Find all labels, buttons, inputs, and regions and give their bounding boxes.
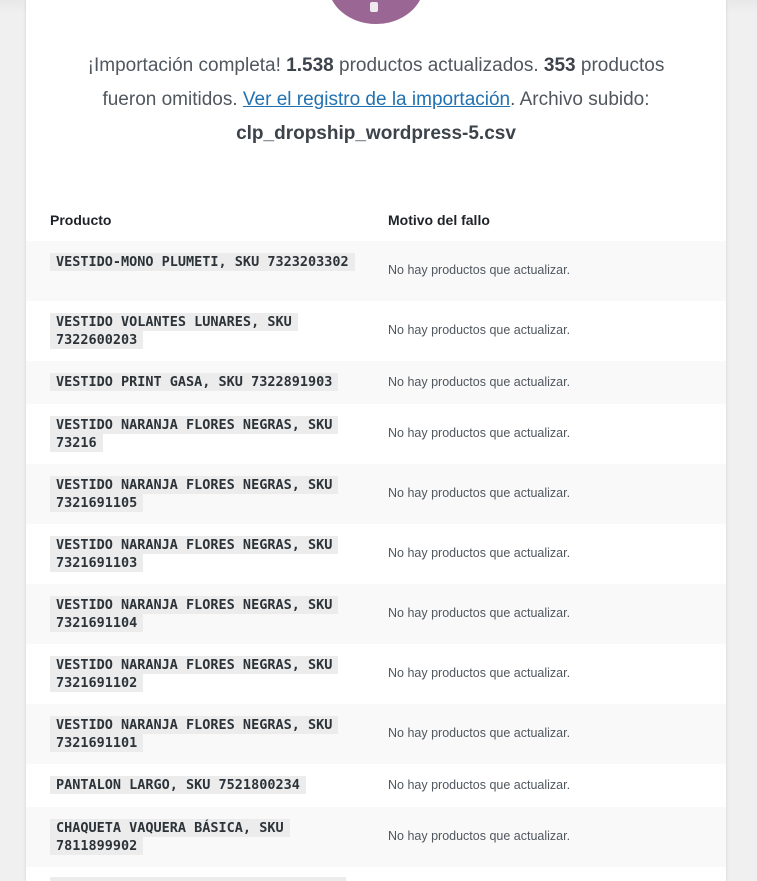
reason-cell: No hay productos que actualizar. [388, 606, 571, 620]
table-row [26, 584, 726, 644]
product-cell: CHAQUETA VAQUERA BÁSICA, SKU 7811899902 [50, 819, 365, 855]
table-row [26, 704, 726, 764]
skipped-count: 353 [543, 55, 576, 76]
table-row [26, 764, 726, 807]
reason-cell: No hay productos que actualizar. [388, 546, 571, 560]
import-result-card [26, 0, 726, 881]
column-header-product: Producto [50, 212, 112, 228]
next-row-partial [50, 877, 346, 881]
column-header-reason: Motivo del fallo [388, 212, 490, 228]
product-cell: VESTIDO PRINT GASA, SKU 7322891903 [50, 373, 365, 391]
updated-text: productos actualizados. [333, 55, 544, 76]
reason-cell: No hay productos que actualizar. [388, 778, 571, 792]
table-row [26, 524, 726, 584]
table-row [26, 301, 726, 361]
product-cell: VESTIDO VOLANTES LUNARES, SKU 7322600203 [50, 313, 365, 349]
reason-cell: No hay productos que actualizar. [388, 426, 571, 440]
skipped-text: productos fueron omitidos. [102, 55, 665, 110]
table-row [26, 361, 726, 404]
table-row [26, 807, 726, 867]
updated-count: 1.538 [286, 55, 334, 76]
reason-cell: No hay productos que actualizar. [388, 486, 571, 500]
product-cell: VESTIDO NARANJA FLORES NEGRAS, SKU 7321691105 [50, 476, 365, 512]
reason-cell: No hay productos que actualizar. [388, 829, 571, 843]
table-row [26, 464, 726, 524]
import-complete-message [66, 49, 686, 151]
reason-cell: No hay productos que actualizar. [388, 263, 571, 277]
table-row [26, 241, 726, 301]
product-cell: VESTIDO NARANJA FLORES NEGRAS, SKU 7321691102 [50, 656, 365, 692]
product-cell: PANTALON LARGO, SKU 7521800234 [50, 776, 365, 794]
product-cell: VESTIDO NARANJA FLORES NEGRAS, SKU 73216 [50, 416, 365, 452]
product-cell: VESTIDO-MONO PLUMETI, SKU 7323203302 [50, 253, 365, 271]
table-row [26, 644, 726, 704]
view-import-log-link[interactable]: Ver el registro de la importación [242, 89, 511, 110]
reason-cell: No hay productos que actualizar. [388, 726, 571, 740]
table-row [26, 404, 726, 464]
message-prefix: ¡Importación completa! [87, 55, 287, 76]
table-header [26, 212, 726, 232]
file-text: . Archivo subido: [510, 89, 650, 110]
reason-cell: No hay productos que actualizar. [388, 375, 571, 389]
failed-products-table [26, 241, 726, 867]
uploaded-filename: clp_dropship_wordpress-5.csv [236, 123, 516, 144]
reason-cell: No hay productos que actualizar. [388, 666, 571, 680]
status-icon [328, 0, 424, 24]
product-cell: VESTIDO NARANJA FLORES NEGRAS, SKU 7321691104 [50, 596, 365, 632]
status-icon-mark [370, 2, 378, 12]
product-cell: VESTIDO NARANJA FLORES NEGRAS, SKU 7321691103 [50, 536, 365, 572]
product-cell: VESTIDO NARANJA FLORES NEGRAS, SKU 7321691101 [50, 716, 365, 752]
reason-cell: No hay productos que actualizar. [388, 323, 571, 337]
